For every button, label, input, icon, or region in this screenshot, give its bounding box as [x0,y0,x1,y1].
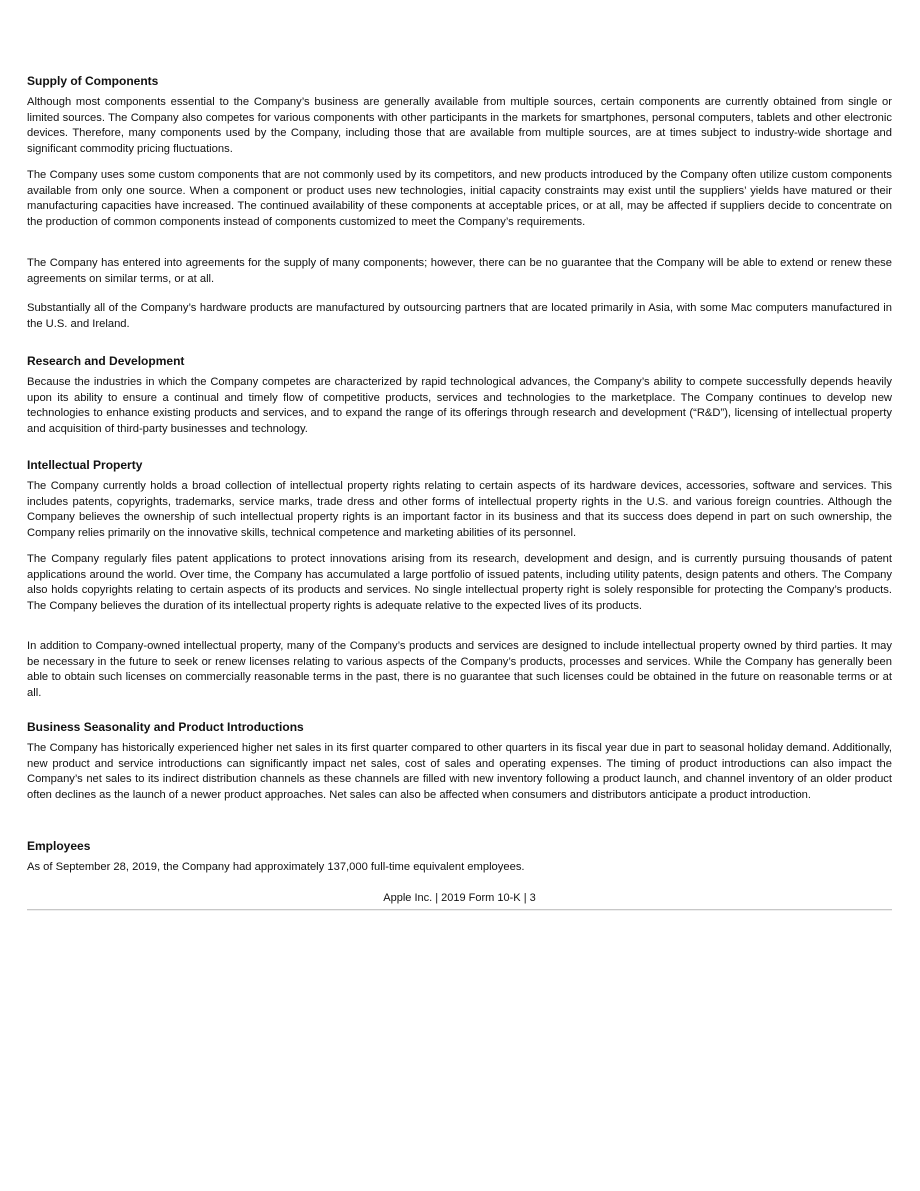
paragraph-ip-3: In addition to Company-owned intellectual property, many of the Company’s products and services are designed to include intellectual property owned by third parties. It may be necessary in the future to seek or renew licenses relating to various aspects of the Company’s products, processes and services. While the Company has generally been able to obtain such licenses on commercially reasonable terms in the past, there is no guarantee that such licenses could be obtained in the future on reasonable terms or at all. [27,640,892,699]
section-heading-employees: Employees [27,839,91,853]
paragraph-supply-3: The Company has entered into agreements for the supply of many components; however, there can be no guarantee that the Company will be able to extend or renew these agreements on similar terms, or at all. [27,257,892,285]
paragraph-ip-2: The Company regularly files patent applications to protect innovations arising from its research, development and design, and is currently pursuing thousands of patent applications around the world. Over time, the Company has accumulated a large portfolio of issued patents, including utility patents, design patents and others. The Company also holds copyrights relating to certain aspects of its products and services. No single intellectual property right is solely responsible for protecting the Company’s products. The Company believes the duration of its intellectual property rights is adequate relative to the expected lives of its products. [27,553,892,612]
section-heading-research-and-development: Research and Development [27,354,185,368]
paragraph-supply-1: Although most components essential to the Company’s business are generally available from multiple sources, certain components are currently obtained from single or limited sources. The Company also competes for various components with other participants in the markets for smartphones, personal computers, tablets and other electronic devices. Therefore, many components used by the Company, including those that are available from multiple sources, are at times subject to industry-wide shortage and significant commodity pricing fluctuations. [27,96,892,155]
section-heading-intellectual-property: Intellectual Property [27,458,143,472]
paragraph-employees-1: As of September 28, 2019, the Company had approximately 137,000 full-time equivalent employees. [27,861,525,873]
paragraph-supply-4: Substantially all of the Company’s hardware products are manufactured by outsourcing partners that are located primarily in Asia, with some Mac computers manufactured in the U.S. and Ireland. [27,302,892,330]
footer-divider [27,909,892,910]
paragraph-supply-2: The Company uses some custom components that are not commonly used by its competitors, and new products introduced by the Company often utilize custom components available from only one source. When a component or product uses new technologies, initial capacity constraints may exist until the suppliers’ yields have matured or their manufacturing capacities have increased. The continued availability of these components at acceptable prices, or at all, may be affected if suppliers decide to concentrate on the production of common components instead of components customized to meet the Company’s requirements. [27,169,892,228]
paragraph-rnd-1: Because the industries in which the Company competes are characterized by rapid technological advances, the Company’s ability to compete successfully depends heavily upon its ability to ensure a continual and timely flow of competitive products, services and technologies to the marketplace. The Company continues to develop new technologies to enhance existing products and services, and to expand the range of its offerings through research and development (“R&D”), licensing of intellectual property and acquisition of third-party businesses and technology. [27,376,892,435]
page-footer: Apple Inc. | 2019 Form 10-K | 3 [383,892,536,904]
section-heading-supply-of-components: Supply of Components [27,74,159,88]
paragraph-seasonality-1: The Company has historically experienced higher net sales in its first quarter compared to other quarters in its fiscal year due in part to seasonal holiday demand. Additionally, new product and service introductions can significantly impact net sales, cost of sales and operating expenses. The timing of product introductions can also impact the Company’s net sales to its indirect distribution channels as these channels are filled with new inventory following a product launch, and channel inventory of an older product often declines as the launch of a newer product approaches. Net sales can also be affected when consumers and distributors anticipate a product introduction. [27,742,892,801]
section-heading-business-seasonality: Business Seasonality and Product Introductions [27,720,304,734]
paragraph-ip-1: The Company currently holds a broad collection of intellectual property rights relating to certain aspects of its hardware devices, accessories, software and services. This includes patents, copyrights, trademarks, service marks, trade dress and other forms of intellectual property rights in the U.S. and various foreign countries. Although the Company believes the ownership of such intellectual property rights is an important factor in its business and that its success does depend in part on such ownership, the Company relies primarily on the innovative skills, technical competence and marketing abilities of its personnel. [27,480,892,539]
